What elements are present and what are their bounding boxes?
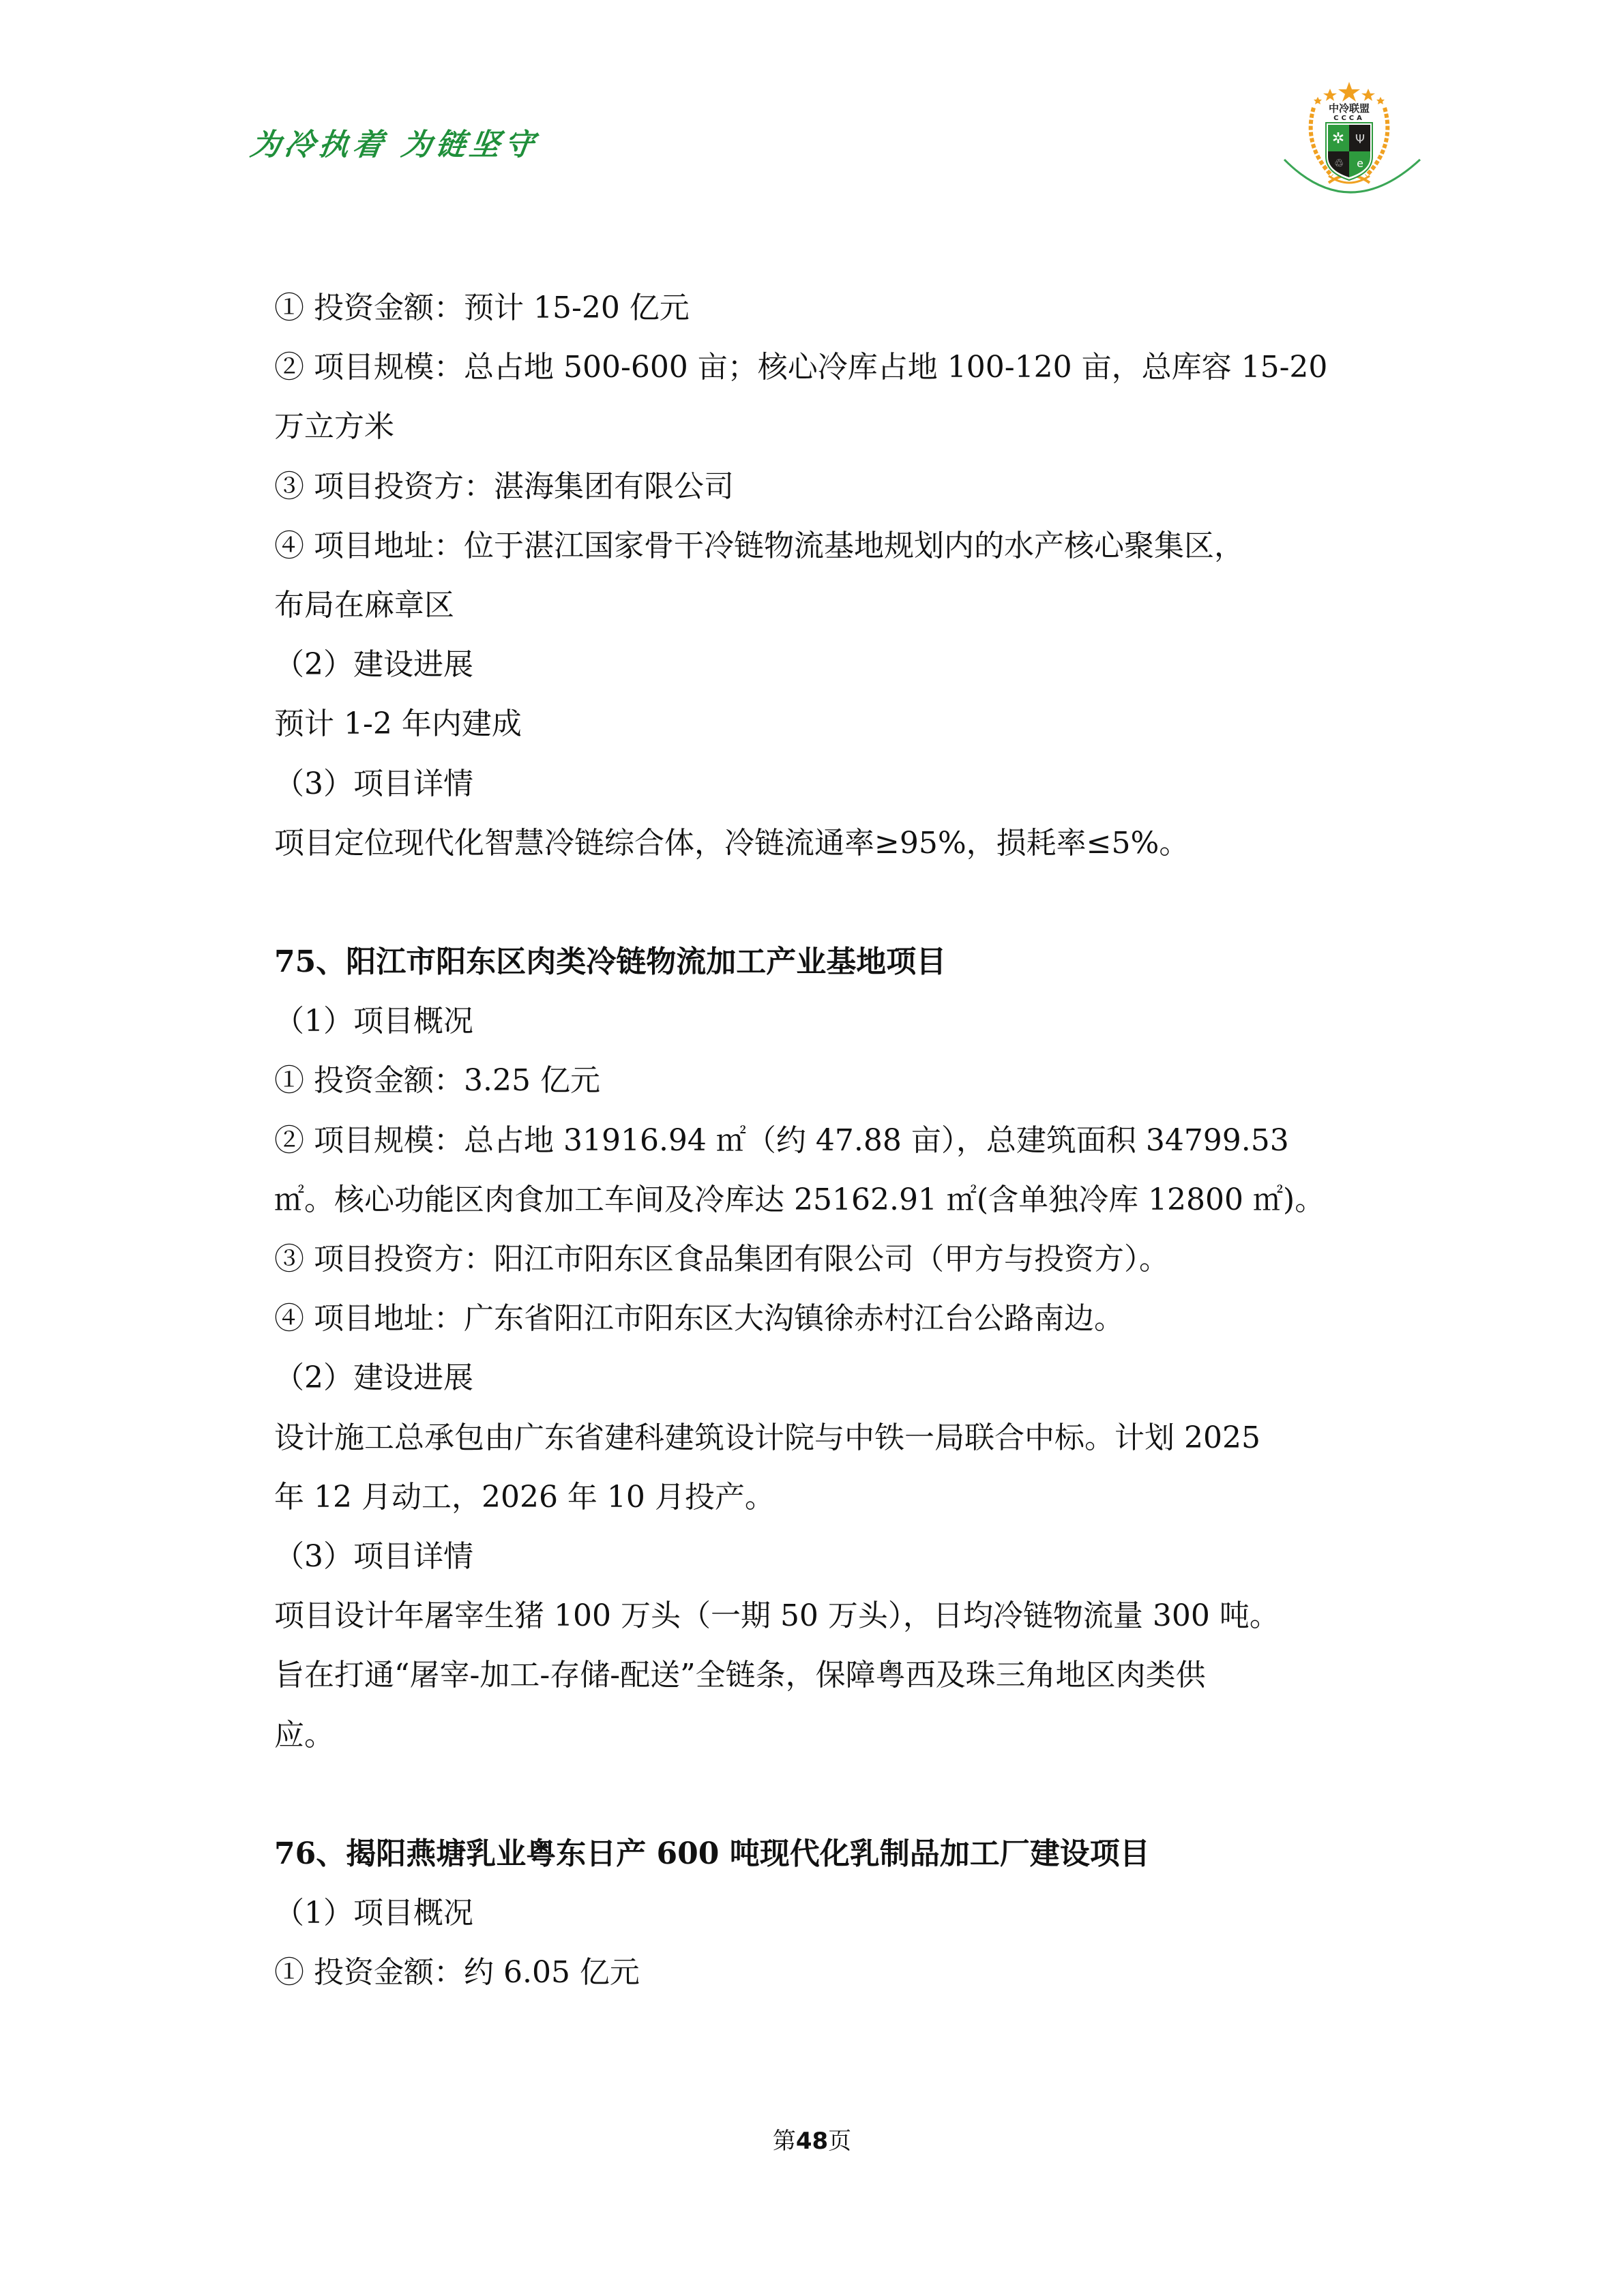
document-body [274,278,1365,2002]
page-number-suffix: 页 [828,2128,852,2155]
star-icon [1314,82,1385,104]
overview-item-scale: ② 项目规模：总占地 500-600 亩；核心冷库占地 100-120 亩，总库容 15-20 [274,350,1328,385]
overview-item-investor: ③ 项目投资方：阳江市阳东区食品集团有限公司（甲方与投资方）。 [274,1242,1169,1277]
svg-text:Ψ: Ψ [1355,132,1365,147]
project-76-section [274,1824,1365,2003]
spacer [274,873,1365,932]
overview-heading: （1）项目概况 [274,1004,473,1039]
overview-heading: （1）项目概况 [274,1896,473,1931]
ccca-logo [1301,80,1397,190]
project-75-title: 75、阳江市阳东区肉类冷链物流加工产业基地项目 [274,944,947,980]
overview-item-investment: ① 投资金额：3.25 亿元 [274,1063,600,1099]
overview-item-scale: ② 项目规模：总占地 31916.94 ㎡（约 47.88 亩），总建筑面积 34799.53 [274,1122,1289,1158]
details-text: 项目定位现代化智慧冷链综合体，冷链流通率≥95%，损耗率≤5%。 [274,825,1190,861]
project-75-section [274,932,1365,1765]
svg-text:✲: ✲ [1331,130,1345,147]
overview-item-investor: ③ 项目投资方：湛海集团有限公司 [274,468,734,504]
project-76-title: 76、揭阳燕塘乳业粤东日产 600 吨现代化乳制品加工厂建设项目 [274,1836,1150,1871]
page-number-prefix: 第 [772,2128,796,2155]
details-text-cont: 旨在打通“屠宰-加工-存储-配送”全链条，保障粤西及珠三角地区肉类供 [274,1658,1206,1693]
svg-text:CCCA: CCCA [1333,115,1365,122]
header-slogan: 为冷执着 为链坚守 [248,128,541,162]
continued-project-section [274,278,1365,873]
overview-item-scale-cont: 万立方米 [274,409,394,445]
page-number: 48 [795,2128,829,2155]
page-footer [0,2122,1624,2156]
progress-text: 设计施工总承包由广东省建科建筑设计院与中铁一局联合中标。计划 2025 [274,1420,1260,1455]
progress-heading: （2）建设进展 [274,647,473,683]
details-text: 项目设计年屠宰生猪 100 万头（一期 50 万头），日均冷链物流量 300 吨。 [274,1598,1280,1634]
overview-item-address-cont: 布局在麻章区 [274,587,454,623]
details-heading: （3）项目详情 [274,1538,473,1574]
details-heading: （3）项目详情 [274,766,473,801]
progress-text-cont: 年 12 月动工，2026 年 10 月投产。 [274,1479,775,1515]
svg-text:中冷联盟: 中冷联盟 [1328,102,1370,115]
overview-item-scale-cont: ㎡。核心功能区肉食加工车间及冷库达 25162.91 ㎡(含单独冷库 12800 ㎡)。 [274,1182,1325,1217]
overview-item-investment: ① 投资金额：约 6.05 亿元 [274,1955,640,1991]
overview-item-address: ④ 项目地址：位于湛江国家骨干冷链物流基地规划内的水产核心聚集区， [274,528,1244,563]
details-text-end: 应。 [274,1717,334,1753]
spacer [274,1765,1365,1824]
overview-item-investment: ① 投资金额：预计 15-20 亿元 [274,290,690,325]
progress-text: 预计 1-2 年内建成 [274,706,522,742]
svg-text:♲: ♲ [1333,157,1344,170]
page-header [0,0,1624,232]
svg-text:e: e [1357,157,1363,170]
overview-item-address: ④ 项目地址：广东省阳江市阳东区大沟镇徐赤村江台公路南边。 [274,1301,1124,1337]
progress-heading: （2）建设进展 [274,1360,473,1396]
